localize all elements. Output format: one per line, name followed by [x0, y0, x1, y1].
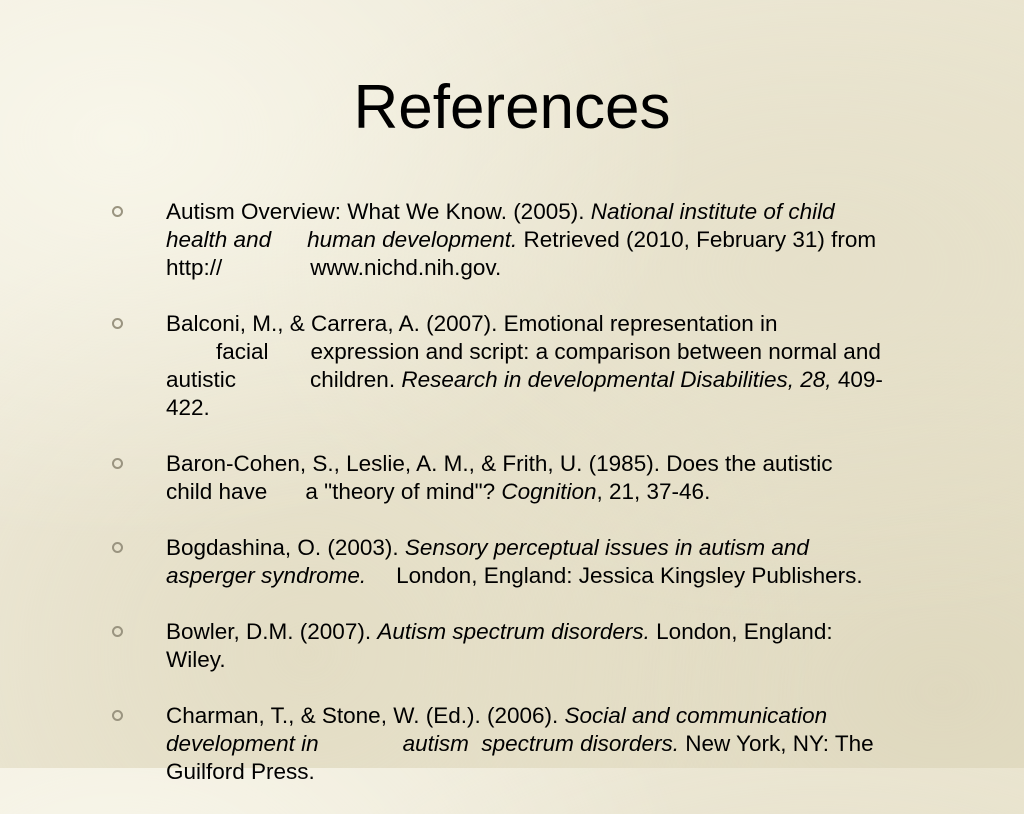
hollow-circle-bullet-icon: [112, 710, 123, 721]
reference-text: 422.: [166, 395, 210, 420]
reference-text: expression and script: a comparison between normal and: [310, 339, 881, 364]
reference-text: Balconi, M., & Carrera, A. (2007). Emotional representation in: [166, 311, 778, 336]
reference-text: Bogdashina, O. (2003).: [166, 535, 405, 560]
reference-text: facial: [216, 339, 269, 364]
reference-italic-text: Social and communication: [564, 703, 828, 728]
reference-italic-text: autism spectrum disorders.: [402, 731, 679, 756]
hollow-circle-bullet-icon: [112, 206, 123, 217]
reference-text: child have: [166, 479, 268, 504]
reference-text: autistic: [166, 367, 237, 392]
reference-item: [112, 310, 982, 422]
reference-italic-text: human development.: [307, 227, 518, 252]
reference-italic-text: Cognition: [501, 479, 597, 504]
hollow-circle-bullet-icon: [112, 458, 123, 469]
reference-item: [112, 198, 982, 282]
reference-line: [166, 394, 982, 422]
reference-text: London, England: Jessica Kingsley Publishers.: [396, 563, 863, 588]
reference-line: [166, 226, 982, 254]
reference-italic-text: Sensory perceptual issues in autism and: [404, 535, 809, 560]
reference-italic-text: National institute of child: [590, 199, 835, 224]
reference-text: London, England:: [649, 619, 833, 644]
reference-italic-text: health and: [166, 227, 272, 252]
reference-line: [166, 730, 982, 758]
reference-text: Autism Overview: What We Know. (2005).: [166, 199, 591, 224]
hollow-circle-bullet-icon: [112, 318, 123, 329]
reference-text: a "theory of mind"?: [305, 479, 502, 504]
reference-text: Wiley.: [166, 647, 226, 672]
reference-line: [166, 534, 982, 562]
reference-line: [166, 758, 982, 786]
reference-italic-text: Research in developmental Disabilities, 28,: [401, 367, 832, 392]
hollow-circle-bullet-icon: [112, 542, 123, 553]
reference-text: Baron-Cohen, S., Leslie, A. M., & Frith, U. (1985). Does the autistic: [166, 451, 833, 476]
reference-line: [166, 618, 982, 646]
reference-item: [112, 618, 982, 674]
reference-text: 409-: [831, 367, 883, 392]
reference-text: http://: [166, 255, 223, 280]
reference-line: [166, 254, 982, 282]
reference-italic-text: development in: [166, 731, 319, 756]
reference-line: [166, 702, 982, 730]
reference-item: [112, 450, 982, 506]
reference-text: Retrieved (2010, February 31) from: [517, 227, 877, 252]
reference-line: [166, 478, 982, 506]
reference-item: [112, 534, 982, 590]
reference-text: www.nichd.nih.gov.: [310, 255, 502, 280]
reference-text: New York, NY: The: [678, 731, 874, 756]
reference-text: , 21, 37-46.: [596, 479, 711, 504]
reference-text: Guilford Press.: [166, 759, 315, 784]
reference-italic-text: Autism spectrum disorders.: [377, 619, 650, 644]
reference-text: Charman, T., & Stone, W. (Ed.). (2006).: [166, 703, 565, 728]
reference-line: [166, 450, 982, 478]
reference-line: [166, 310, 982, 338]
reference-text: children.: [310, 367, 402, 392]
slide-title: References: [353, 73, 671, 142]
reference-line: [166, 338, 982, 366]
reference-line: [166, 646, 982, 674]
hollow-circle-bullet-icon: [112, 626, 123, 637]
reference-list: [112, 198, 982, 814]
reference-line: [166, 366, 982, 394]
reference-line: [166, 198, 982, 226]
reference-line: [166, 562, 982, 590]
reference-text: Bowler, D.M. (2007).: [166, 619, 378, 644]
reference-item: [112, 702, 982, 786]
reference-italic-text: asperger syndrome.: [166, 563, 367, 588]
